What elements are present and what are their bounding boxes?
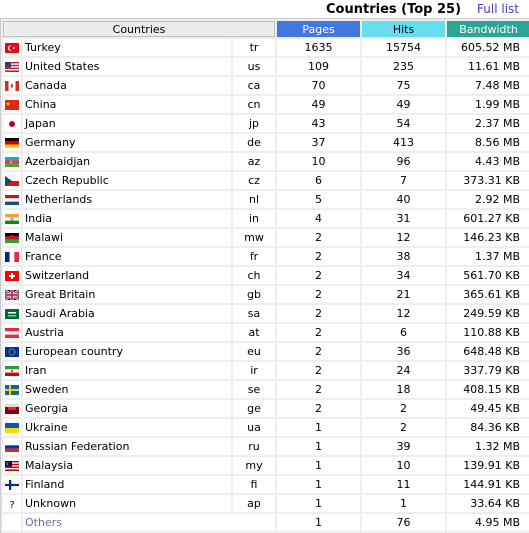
country-name: Netherlands <box>23 191 231 208</box>
hits-value: 15754 <box>362 39 445 56</box>
hits-value: 235 <box>362 58 445 75</box>
hits-value: 6 <box>362 324 445 341</box>
country-name: Japan <box>23 115 231 132</box>
bandwidth-value: 1.37 MB <box>447 248 529 265</box>
hits-value: 10 <box>362 457 445 474</box>
table-row <box>3 191 529 208</box>
table-row <box>3 96 529 113</box>
pages-value: 2 <box>277 286 360 303</box>
country-name: Unknown <box>23 495 231 512</box>
full-list-link[interactable]: Full list <box>477 2 519 16</box>
hits-value: 12 <box>362 229 445 246</box>
country-code: de <box>233 134 275 151</box>
pages-value: 2 <box>277 248 360 265</box>
others-pages: 1 <box>277 514 360 531</box>
country-name: China <box>23 96 231 113</box>
bandwidth-value: 8.56 MB <box>447 134 529 151</box>
flag-cell <box>3 324 21 341</box>
hits-value: 75 <box>362 77 445 94</box>
country-name: Iran <box>23 362 231 379</box>
table-row <box>3 115 529 132</box>
pages-value: 2 <box>277 305 360 322</box>
pages-value: 2 <box>277 381 360 398</box>
country-code: ap <box>233 495 275 512</box>
switzerland-flag-icon <box>5 271 19 281</box>
country-code: in <box>233 210 275 227</box>
table-row <box>3 172 529 189</box>
table-row <box>3 58 529 75</box>
country-code: ir <box>233 362 275 379</box>
table-row <box>3 39 529 56</box>
bandwidth-value: 4.43 MB <box>447 153 529 170</box>
hits-value: 11 <box>362 476 445 493</box>
country-code: fr <box>233 248 275 265</box>
flag-cell <box>3 58 21 75</box>
turkey-flag-icon <box>5 43 19 53</box>
flag-cell <box>3 153 21 170</box>
india-flag-icon <box>5 214 19 224</box>
table-row <box>3 343 529 360</box>
country-name: Great Britain <box>23 286 231 303</box>
country-code: mw <box>233 229 275 246</box>
flag-cell <box>3 286 21 303</box>
bandwidth-value: 139.91 KB <box>447 457 529 474</box>
bandwidth-value: 144.91 KB <box>447 476 529 493</box>
others-flag-cell <box>3 514 21 531</box>
pages-value: 2 <box>277 324 360 341</box>
country-code: tr <box>233 39 275 56</box>
pages-value: 4 <box>277 210 360 227</box>
countries-table <box>1 19 529 533</box>
bandwidth-value: 11.61 MB <box>447 58 529 75</box>
country-code: gb <box>233 286 275 303</box>
table-row <box>3 77 529 94</box>
bandwidth-value: 601.27 KB <box>447 210 529 227</box>
country-code: sa <box>233 305 275 322</box>
pages-value: 5 <box>277 191 360 208</box>
country-code: cn <box>233 96 275 113</box>
flag-cell <box>3 77 21 94</box>
great-britain-flag-icon <box>5 290 19 300</box>
pages-value: 1 <box>277 495 360 512</box>
table-row <box>3 362 529 379</box>
russia-flag-icon <box>5 442 19 452</box>
bandwidth-value: 408.15 KB <box>447 381 529 398</box>
pages-value: 2 <box>277 362 360 379</box>
pages-value: 37 <box>277 134 360 151</box>
malawi-flag-icon <box>5 233 19 243</box>
table-row <box>3 134 529 151</box>
sweden-flag-icon <box>5 385 19 395</box>
table-row <box>3 229 529 246</box>
flag-cell <box>3 495 21 512</box>
flag-cell <box>3 229 21 246</box>
table-row <box>3 419 529 436</box>
panel-title: Countries (Top 25) <box>326 1 462 17</box>
table-row <box>3 324 529 341</box>
bandwidth-value: 2.92 MB <box>447 191 529 208</box>
country-code: cz <box>233 172 275 189</box>
table-row <box>3 381 529 398</box>
country-code: se <box>233 381 275 398</box>
country-name: Austria <box>23 324 231 341</box>
hits-value: 24 <box>362 362 445 379</box>
country-code: nl <box>233 191 275 208</box>
table-row <box>3 267 529 284</box>
hits-value: 12 <box>362 305 445 322</box>
country-code: ch <box>233 267 275 284</box>
pages-column-header: Pages <box>277 21 360 37</box>
table-row <box>3 457 529 474</box>
country-code: jp <box>233 115 275 132</box>
canada-flag-icon <box>5 81 19 91</box>
flag-cell <box>3 172 21 189</box>
hits-value: 1 <box>362 495 445 512</box>
bandwidth-value: 7.48 MB <box>447 77 529 94</box>
country-name: United States <box>23 58 231 75</box>
pages-value: 10 <box>277 153 360 170</box>
bandwidth-value: 146.23 KB <box>447 229 529 246</box>
hits-value: 40 <box>362 191 445 208</box>
hits-value: 38 <box>362 248 445 265</box>
flag-cell <box>3 381 21 398</box>
pages-value: 1 <box>277 419 360 436</box>
pages-value: 1 <box>277 476 360 493</box>
country-name: Ukraine <box>23 419 231 436</box>
flag-cell <box>3 191 21 208</box>
country-name: Germany <box>23 134 231 151</box>
malaysia-flag-icon <box>5 461 19 471</box>
flag-cell <box>3 134 21 151</box>
flag-cell <box>3 457 21 474</box>
country-code: eu <box>233 343 275 360</box>
unknown-flag-icon <box>5 499 19 509</box>
others-row <box>3 514 529 531</box>
pages-value: 109 <box>277 58 360 75</box>
country-name: Czech Republic <box>23 172 231 189</box>
others-bandwidth: 4.95 MB <box>447 514 529 531</box>
hits-value: 34 <box>362 267 445 284</box>
country-name: Canada <box>23 77 231 94</box>
bandwidth-value: 365.61 KB <box>447 286 529 303</box>
country-name: Switzerland <box>23 267 231 284</box>
pages-value: 49 <box>277 96 360 113</box>
pages-value: 2 <box>277 400 360 417</box>
hits-value: 36 <box>362 343 445 360</box>
france-flag-icon <box>5 252 19 262</box>
bandwidth-value: 33.64 KB <box>447 495 529 512</box>
svg-text:?: ? <box>9 500 15 509</box>
bandwidth-value: 373.31 KB <box>447 172 529 189</box>
country-code: ua <box>233 419 275 436</box>
panel-header <box>0 0 529 19</box>
country-name: Turkey <box>23 39 231 56</box>
bandwidth-column-header: Bandwidth <box>447 21 529 37</box>
pages-value: 1 <box>277 457 360 474</box>
saudi-arabia-flag-icon <box>5 309 19 319</box>
country-name: European country <box>23 343 231 360</box>
bandwidth-value: 648.48 KB <box>447 343 529 360</box>
country-name: Malaysia <box>23 457 231 474</box>
pages-value: 43 <box>277 115 360 132</box>
flag-cell <box>3 39 21 56</box>
germany-flag-icon <box>5 138 19 148</box>
others-hits: 76 <box>362 514 445 531</box>
country-code: ru <box>233 438 275 455</box>
table-row <box>3 438 529 455</box>
country-name: France <box>23 248 231 265</box>
hits-value: 7 <box>362 172 445 189</box>
country-code: ca <box>233 77 275 94</box>
country-code: at <box>233 324 275 341</box>
table-row <box>3 153 529 170</box>
hits-value: 49 <box>362 96 445 113</box>
flag-cell <box>3 96 21 113</box>
flag-cell <box>3 267 21 284</box>
bandwidth-value: 337.79 KB <box>447 362 529 379</box>
country-code: us <box>233 58 275 75</box>
table-row <box>3 400 529 417</box>
bandwidth-value: 2.37 MB <box>447 115 529 132</box>
pages-value: 2 <box>277 267 360 284</box>
georgia-flag-icon <box>5 404 19 414</box>
flag-cell <box>3 400 21 417</box>
bandwidth-value: 561.70 KB <box>447 267 529 284</box>
country-name: Saudi Arabia <box>23 305 231 322</box>
pages-value: 1 <box>277 438 360 455</box>
pages-value: 70 <box>277 77 360 94</box>
iran-flag-icon <box>5 366 19 376</box>
china-flag-icon <box>5 100 19 110</box>
bandwidth-value: 249.59 KB <box>447 305 529 322</box>
hits-value: 2 <box>362 400 445 417</box>
country-name: Georgia <box>23 400 231 417</box>
european-union-flag-icon <box>5 347 19 357</box>
table-row <box>3 210 529 227</box>
country-code: fi <box>233 476 275 493</box>
hits-value: 21 <box>362 286 445 303</box>
austria-flag-icon <box>5 328 19 338</box>
bandwidth-value: 110.88 KB <box>447 324 529 341</box>
table-row <box>3 305 529 322</box>
countries-column-header: Countries <box>3 21 275 37</box>
czech-flag-icon <box>5 176 19 186</box>
country-name: Malawi <box>23 229 231 246</box>
table-body <box>3 39 529 512</box>
azerbaijan-flag-icon <box>5 157 19 167</box>
country-name: Finland <box>23 476 231 493</box>
hits-value: 413 <box>362 134 445 151</box>
table-row <box>3 476 529 493</box>
flag-cell <box>3 343 21 360</box>
bandwidth-value: 605.52 MB <box>447 39 529 56</box>
country-name: Azerbaidjan <box>23 153 231 170</box>
ukraine-flag-icon <box>5 423 19 433</box>
table-row <box>3 248 529 265</box>
others-label: Others <box>23 514 275 531</box>
japan-flag-icon <box>5 119 19 129</box>
country-code: az <box>233 153 275 170</box>
flag-cell <box>3 248 21 265</box>
flag-cell <box>3 419 21 436</box>
hits-value: 18 <box>362 381 445 398</box>
pages-value: 6 <box>277 172 360 189</box>
hits-value: 2 <box>362 419 445 436</box>
hits-value: 31 <box>362 210 445 227</box>
bandwidth-value: 49.45 KB <box>447 400 529 417</box>
country-name: Sweden <box>23 381 231 398</box>
flag-cell <box>3 438 21 455</box>
table-row <box>3 286 529 303</box>
flag-cell <box>3 362 21 379</box>
bandwidth-value: 84.36 KB <box>447 419 529 436</box>
hits-value: 96 <box>362 153 445 170</box>
countries-table-container <box>0 19 529 533</box>
finland-flag-icon <box>5 480 19 490</box>
flag-cell <box>3 115 21 132</box>
netherlands-flag-icon <box>5 195 19 205</box>
flag-cell <box>3 305 21 322</box>
pages-value: 2 <box>277 343 360 360</box>
flag-cell <box>3 210 21 227</box>
country-name: India <box>23 210 231 227</box>
bandwidth-value: 1.99 MB <box>447 96 529 113</box>
pages-value: 1635 <box>277 39 360 56</box>
united-states-flag-icon <box>5 62 19 72</box>
bandwidth-value: 1.32 MB <box>447 438 529 455</box>
header-row <box>3 21 529 37</box>
hits-value: 54 <box>362 115 445 132</box>
table-row <box>3 495 529 512</box>
country-code: my <box>233 457 275 474</box>
country-name: Russian Federation <box>23 438 231 455</box>
country-code: ge <box>233 400 275 417</box>
hits-column-header: Hits <box>362 21 445 37</box>
pages-value: 2 <box>277 229 360 246</box>
hits-value: 39 <box>362 438 445 455</box>
flag-cell <box>3 476 21 493</box>
